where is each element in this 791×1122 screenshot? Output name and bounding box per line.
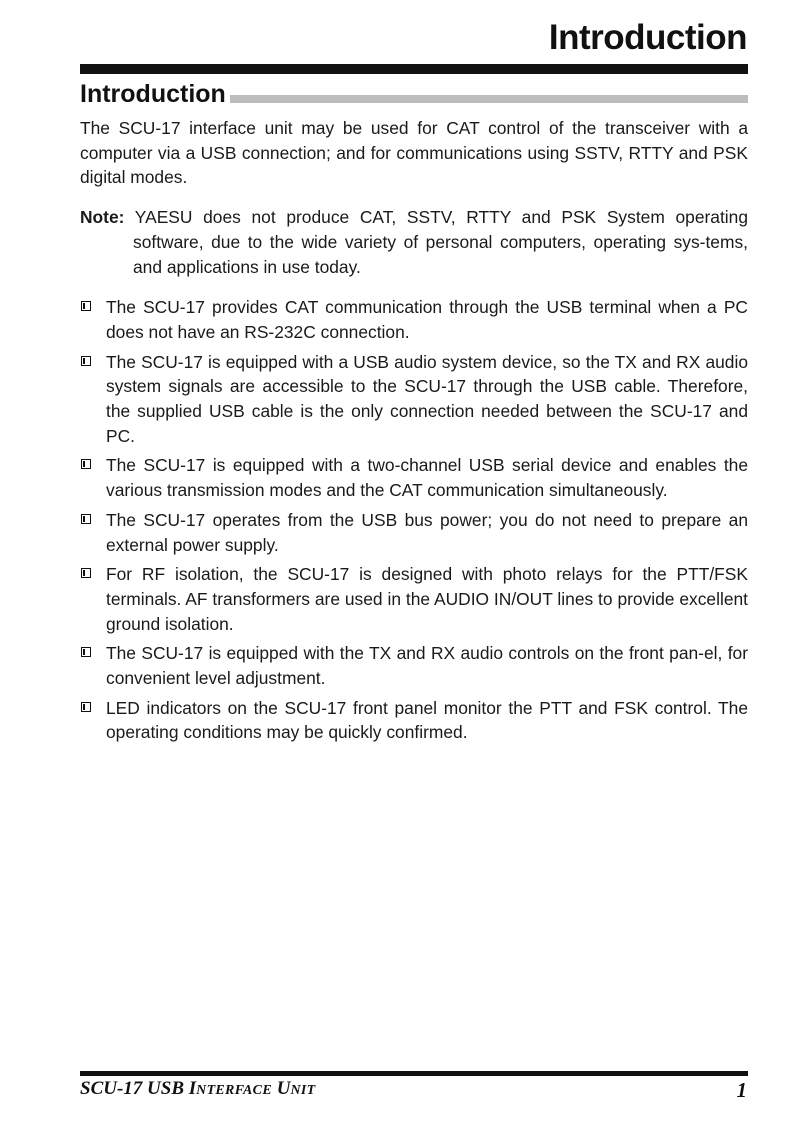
feature-item bbox=[80, 641, 748, 690]
checkbox-bullet-icon bbox=[81, 647, 91, 657]
section-heading bbox=[80, 78, 748, 110]
feature-item bbox=[80, 295, 748, 344]
feature-list bbox=[80, 295, 748, 745]
note-paragraph bbox=[80, 205, 748, 279]
header-rule bbox=[80, 64, 748, 74]
note-text: YAESU does not produce CAT, SSTV, RTTY and PSK System operating software, due to the wide variety of personal computers, operating sys-tems, and applications in use today. bbox=[124, 207, 748, 277]
footer-rule bbox=[80, 1071, 748, 1076]
section-title: Introduction bbox=[80, 78, 230, 110]
checkbox-bullet-icon bbox=[81, 514, 91, 524]
feature-text: The SCU-17 provides CAT communication through the USB terminal when a PC does not have an RS-232C connection. bbox=[106, 297, 748, 342]
footer-word-rest: NIT bbox=[290, 1083, 316, 1098]
feature-text: The SCU-17 is equipped with a USB audio system device, so the TX and RX audio system signals are accessible to the SCU-17 through the USB cable. Therefore, the supplied USB cable is the only connection needed between the SCU-17 and PC. bbox=[106, 351, 748, 446]
feature-text: The SCU-17 operates from the USB bus power; you do not need to prepare an external power supply. bbox=[106, 509, 748, 555]
intro-paragraph: The SCU-17 interface unit may be used for CAT control of the transceiver with a computer via a USB connection; and for communications using SSTV, RTTY and PSK digital modes. bbox=[80, 118, 748, 188]
feature-text: LED indicators on the SCU-17 front panel monitor the PTT and FSK control. The operating conditions may be quickly confirmed. bbox=[106, 697, 748, 743]
feature-item bbox=[80, 350, 748, 449]
feature-text: For RF isolation, the SCU-17 is designed with photo relays for the PTT/FSK terminals. AF transformers are used in the AUDIO IN/OUT lines to provide excellent ground isolation. bbox=[106, 564, 748, 634]
page-number: 1 bbox=[736, 1078, 747, 1102]
footer-word-initial: U bbox=[276, 1078, 291, 1099]
feature-text: The SCU-17 is equipped with a two-channel USB serial device and enables the various transmission modes and the CAT communication simultaneously. bbox=[106, 455, 748, 501]
checkbox-bullet-icon bbox=[81, 459, 91, 469]
checkbox-bullet-icon bbox=[81, 568, 91, 578]
page-content bbox=[80, 116, 748, 750]
feature-item bbox=[80, 453, 748, 502]
feature-item bbox=[80, 696, 748, 745]
feature-text: The SCU-17 is equipped with the TX and RX audio controls on the front pan-el, for convenient level adjustment. bbox=[106, 643, 748, 689]
note-label: Note: bbox=[80, 207, 125, 228]
feature-item bbox=[80, 562, 748, 636]
footer-product-name bbox=[80, 1078, 315, 1100]
feature-item bbox=[80, 508, 748, 557]
footer-word-initial: I bbox=[188, 1078, 197, 1099]
page-header-title: Introduction bbox=[548, 18, 747, 57]
footer-word-rest: NTERFACE bbox=[196, 1083, 272, 1098]
footer-model: SCU-17 USB bbox=[80, 1078, 189, 1099]
checkbox-bullet-icon bbox=[81, 301, 91, 311]
checkbox-bullet-icon bbox=[81, 356, 91, 366]
checkbox-bullet-icon bbox=[81, 702, 91, 712]
